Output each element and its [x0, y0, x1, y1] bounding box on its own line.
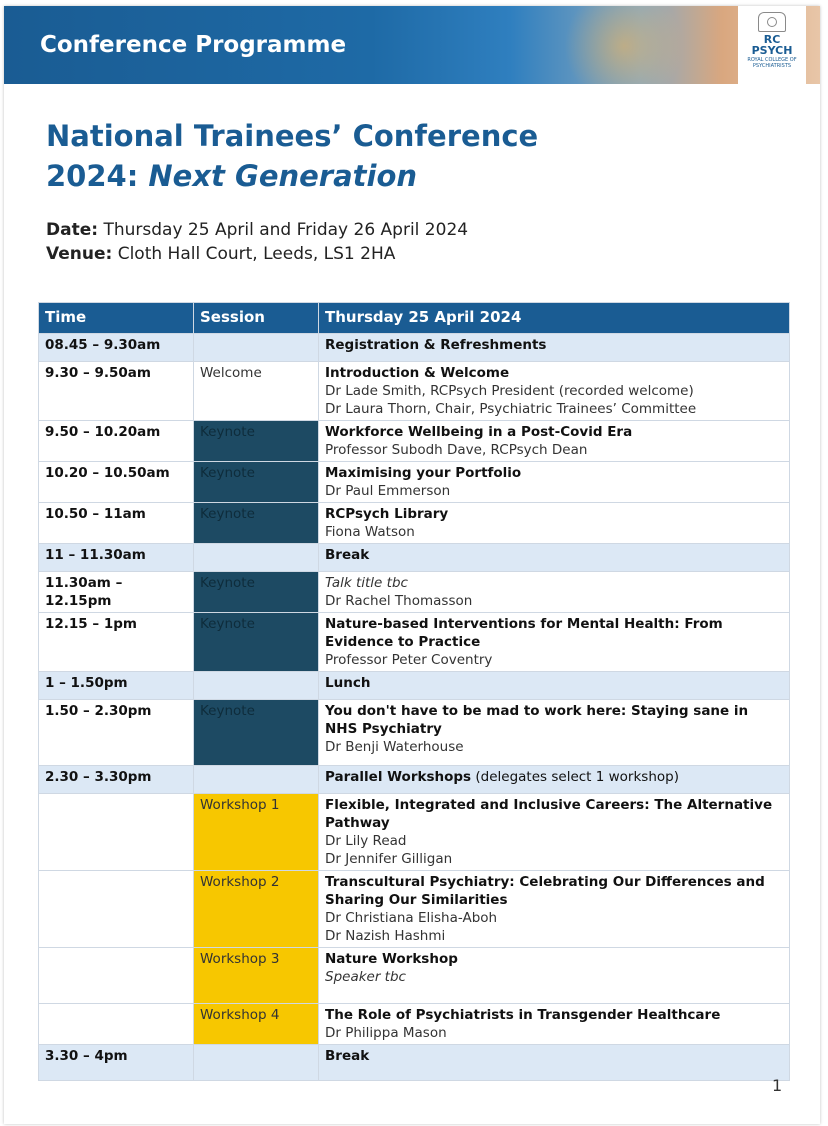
table-row — [39, 613, 790, 672]
session-title: Nature-based Interventions for Mental Health: From Evidence to Practice — [325, 616, 723, 650]
banner-glow — [564, 6, 684, 84]
banner-title: Conference Programme — [40, 32, 347, 58]
table-row — [39, 362, 790, 421]
time-cell: 10.20 – 10.50am — [39, 462, 194, 503]
speaker: Dr Rachel Thomasson — [325, 593, 473, 609]
session-cell — [194, 766, 319, 794]
table-header-row — [39, 303, 790, 334]
session-cell: Keynote — [194, 572, 319, 613]
details-cell — [319, 948, 790, 1004]
time-cell: 9.50 – 10.20am — [39, 421, 194, 462]
session-title: Talk title tbc — [325, 575, 408, 591]
document-page — [4, 6, 820, 1124]
venue-value: Cloth Hall Court, Leeds, LS1 2HA — [117, 244, 396, 264]
table-row — [39, 871, 790, 948]
time-cell: 9.30 – 9.50am — [39, 362, 194, 421]
table-row — [39, 1004, 790, 1045]
rcpsych-logo — [738, 6, 806, 84]
table-row — [39, 794, 790, 871]
speaker: Dr Jennifer Gilligan — [325, 851, 453, 867]
speaker: Fiona Watson — [325, 524, 415, 540]
session-title: Break — [325, 547, 370, 563]
details-cell — [319, 421, 790, 462]
time-cell: 1.50 – 2.30pm — [39, 700, 194, 766]
session-title: Lunch — [325, 675, 371, 691]
details-cell — [319, 871, 790, 948]
details-cell — [319, 613, 790, 672]
speaker: Dr Paul Emmerson — [325, 483, 451, 499]
details-cell — [319, 1045, 790, 1081]
venue-line — [46, 242, 468, 266]
session-cell — [194, 334, 319, 362]
header-time: Time — [39, 303, 194, 334]
date-value: Thursday 25 April and Friday 26 April 2024 — [103, 220, 469, 240]
logo-psych: PSYCH — [751, 44, 793, 57]
session-cell: Keynote — [194, 700, 319, 766]
session-cell: Keynote — [194, 503, 319, 544]
table-row — [39, 766, 790, 794]
time-cell: 2.30 – 3.30pm — [39, 766, 194, 794]
title-line-2-italic: Next Generation — [148, 159, 418, 193]
session-title: Nature Workshop — [325, 951, 458, 967]
details-cell — [319, 334, 790, 362]
session-title: Registration & Refreshments — [325, 337, 547, 353]
details-cell — [319, 572, 790, 613]
venue-label: Venue: — [46, 244, 113, 264]
table-row — [39, 1045, 790, 1081]
session-title: Flexible, Integrated and Inclusive Careers: The Alternative Pathway — [325, 797, 773, 831]
details-cell — [319, 544, 790, 572]
table-row — [39, 544, 790, 572]
speaker: Dr Laura Thorn, Chair, Psychiatric Trainees’ Committee — [325, 401, 697, 417]
session-title: You don't have to be mad to work here: Staying sane in NHS Psychiatry — [325, 703, 749, 737]
details-cell — [319, 503, 790, 544]
crest-icon — [758, 12, 786, 32]
event-details — [46, 218, 468, 266]
logo-rc: RC — [763, 33, 781, 46]
title-line-2-prefix: 2024: — [46, 159, 149, 193]
table-row — [39, 462, 790, 503]
page-number: 1 — [772, 1076, 783, 1095]
speaker: Dr Christiana Elisha-Aboh — [325, 910, 498, 926]
table-row — [39, 948, 790, 1004]
session-cell: Workshop 2 — [194, 871, 319, 948]
session-cell — [194, 1045, 319, 1081]
session-cell: Workshop 3 — [194, 948, 319, 1004]
session-title: The Role of Psychiatrists in Transgender Healthcare — [325, 1007, 721, 1023]
session-note: (delegates select 1 workshop) — [471, 769, 679, 785]
details-cell — [319, 362, 790, 421]
programme-table — [38, 302, 790, 1081]
speaker: Dr Lade Smith, RCPsych President (recorded welcome) — [325, 383, 694, 399]
speaker: Professor Peter Coventry — [325, 652, 493, 668]
session-title: Introduction & Welcome — [325, 365, 510, 381]
page-title — [46, 116, 538, 196]
title-line-1: National Trainees’ Conference — [46, 119, 539, 153]
logo-subtitle: ROYAL COLLEGE OF PSYCHIATRISTS — [747, 57, 797, 69]
table-row — [39, 672, 790, 700]
session-cell: Keynote — [194, 462, 319, 503]
details-cell — [319, 672, 790, 700]
table-row — [39, 700, 790, 766]
time-cell — [39, 948, 194, 1004]
speaker: Dr Nazish Hashmi — [325, 928, 446, 944]
header-banner — [4, 6, 820, 84]
time-cell: 11 – 11.30am — [39, 544, 194, 572]
session-title: Break — [325, 1048, 370, 1064]
time-cell: 11.30am – 12.15pm — [39, 572, 194, 613]
details-cell — [319, 1004, 790, 1045]
header-day: Thursday 25 April 2024 — [319, 303, 790, 334]
time-cell — [39, 794, 194, 871]
speaker: Dr Lily Read — [325, 833, 407, 849]
speaker: Professor Subodh Dave, RCPsych Dean — [325, 442, 588, 458]
table-row — [39, 334, 790, 362]
session-title: Maximising your Portfolio — [325, 465, 522, 481]
session-title: RCPsych Library — [325, 506, 449, 522]
session-cell — [194, 544, 319, 572]
table-row — [39, 572, 790, 613]
details-cell — [319, 794, 790, 871]
speaker: Dr Benji Waterhouse — [325, 739, 464, 755]
session-title: Workforce Wellbeing in a Post-Covid Era — [325, 424, 633, 440]
time-cell — [39, 871, 194, 948]
details-cell — [319, 766, 790, 794]
date-line — [46, 218, 468, 242]
date-label: Date: — [46, 220, 99, 240]
table-row — [39, 421, 790, 462]
header-session: Session — [194, 303, 319, 334]
session-cell: Welcome — [194, 362, 319, 421]
speaker: Speaker tbc — [325, 969, 406, 985]
session-cell — [194, 672, 319, 700]
table-row — [39, 503, 790, 544]
time-cell: 3.30 – 4pm — [39, 1045, 194, 1081]
session-cell: Workshop 4 — [194, 1004, 319, 1045]
time-cell — [39, 1004, 194, 1045]
session-cell: Workshop 1 — [194, 794, 319, 871]
time-cell: 1 – 1.50pm — [39, 672, 194, 700]
time-cell: 12.15 – 1pm — [39, 613, 194, 672]
details-cell — [319, 700, 790, 766]
session-title: Parallel Workshops — [325, 769, 472, 785]
speaker: Dr Philippa Mason — [325, 1025, 447, 1041]
session-cell: Keynote — [194, 421, 319, 462]
details-cell — [319, 462, 790, 503]
time-cell: 08.45 – 9.30am — [39, 334, 194, 362]
session-cell: Keynote — [194, 613, 319, 672]
session-title: Transcultural Psychiatry: Celebrating Our Differences and Sharing Our Similarities — [325, 874, 765, 908]
time-cell: 10.50 – 11am — [39, 503, 194, 544]
